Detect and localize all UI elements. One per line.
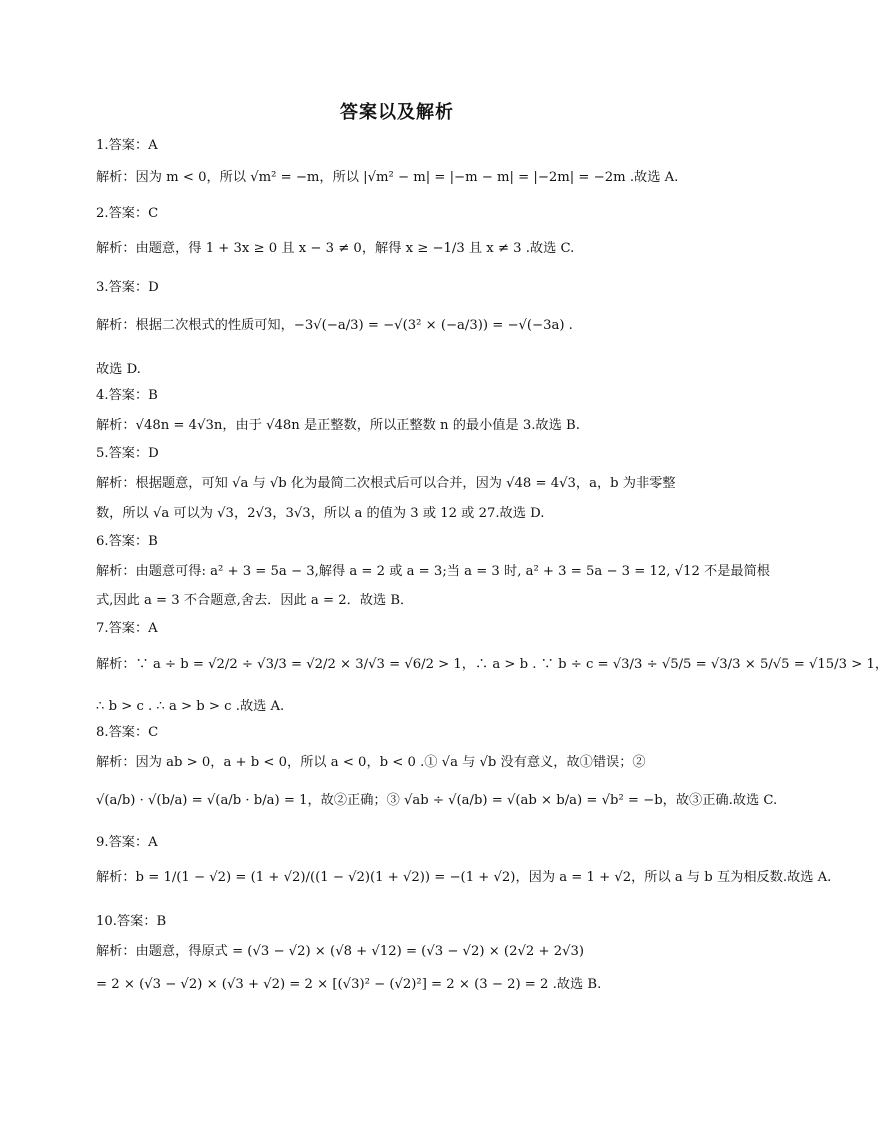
explanation-7: 解析：∵ a ÷ b = √2/2 ÷ √3/3 = √2/2 × 3/√3 = √6/2 > 1，∴ a > b . ∵ b ÷ c = √3/3 ÷ √5/5 = √3/3 × 5/√5 = √15/3 > 1， [96, 657, 888, 672]
explanation-1: 解析：因为 m < 0，所以 √m² = −m，所以 |√m² − m| = |−m − m| = |−2m| = −2m .故选 A. [96, 170, 679, 185]
answer-8: 8.答案：C [96, 725, 159, 740]
explanation-5: 解析：根据题意，可知 √a 与 √b 化为最简二次根式后可以合并，因为 √48 = 4√3，a，b 为非零整 [96, 476, 676, 491]
answer-9: 9.答案：A [96, 835, 158, 850]
page-title: 答案以及解析 [340, 102, 454, 123]
explanation-2: 解析：由题意，得 1 + 3x ≥ 0 且 x − 3 ≠ 0，解得 x ≥ −1/3 且 x ≠ 3 .故选 C. [96, 241, 575, 256]
explanation-4: 解析：√48n = 4√3n，由于 √48n 是正整数，所以正整数 n 的最小值是 3.故选 B. [96, 418, 580, 433]
answer-1: 1.答案：A [96, 138, 158, 153]
explanation-9: 解析：b = 1/(1 − √2) = (1 + √2)/((1 − √2)(1 + √2)) = −(1 + √2)，因为 a = 1 + √2，所以 a 与 b 互为相反数.故选 A. [96, 870, 832, 885]
explanation-5-cont: 数，所以 √a 可以为 √3，2√3，3√3，所以 a 的值为 3 或 12 或 27.故选 D. [96, 506, 545, 521]
answer-2: 2.答案：C [96, 206, 159, 221]
explanation-10-cont: = 2 × (√3 − √2) × (√3 + √2) = 2 × [(√3)² − (√2)²] = 2 × (3 − 2) = 2 .故选 B. [96, 977, 602, 992]
explanation-8-cont: √(a/b) · √(b/a) = √(a/b · b/a) = 1，故②正确；③ √ab ÷ √(a/b) = √(ab × b/a) = √b² = −b，故③正确.故选 C. [96, 793, 778, 808]
explanation-10: 解析：由题意，得原式 = (√3 − √2) × (√8 + √12) = (√3 − √2) × (2√2 + 2√3) [96, 944, 585, 959]
explanation-7-cont: ∴ b > c . ∴ a > b > c .故选 A. [96, 699, 285, 714]
answer-5: 5.答案：D [96, 446, 159, 461]
answer-6: 6.答案：B [96, 534, 158, 549]
explanation-3: 解析：根据二次根式的性质可知，−3√(−a/3) = −√(3² × (−a/3)) = −√(−3a) . [96, 318, 573, 333]
answer-10: 10.答案：B [96, 914, 167, 929]
explanation-6: 解析：由题意可得: a² + 3 = 5a − 3,解得 a = 2 或 a = 3;当 a = 3 时, a² + 3 = 5a − 3 = 12, √12 不是最简根 [96, 564, 770, 579]
answer-4: 4.答案：B [96, 388, 158, 403]
answer-7: 7.答案：A [96, 621, 158, 636]
explanation-6-cont: 式,因此 a = 3 不合题意,舍去．因此 a = 2．故选 B． [96, 593, 414, 608]
explanation-8: 解析：因为 ab > 0，a + b < 0，所以 a < 0，b < 0 .① √a 与 √b 没有意义，故①错误；② [96, 755, 646, 770]
answer-3: 3.答案：D [96, 280, 159, 295]
explanation-3-cont: 故选 D. [96, 362, 141, 377]
